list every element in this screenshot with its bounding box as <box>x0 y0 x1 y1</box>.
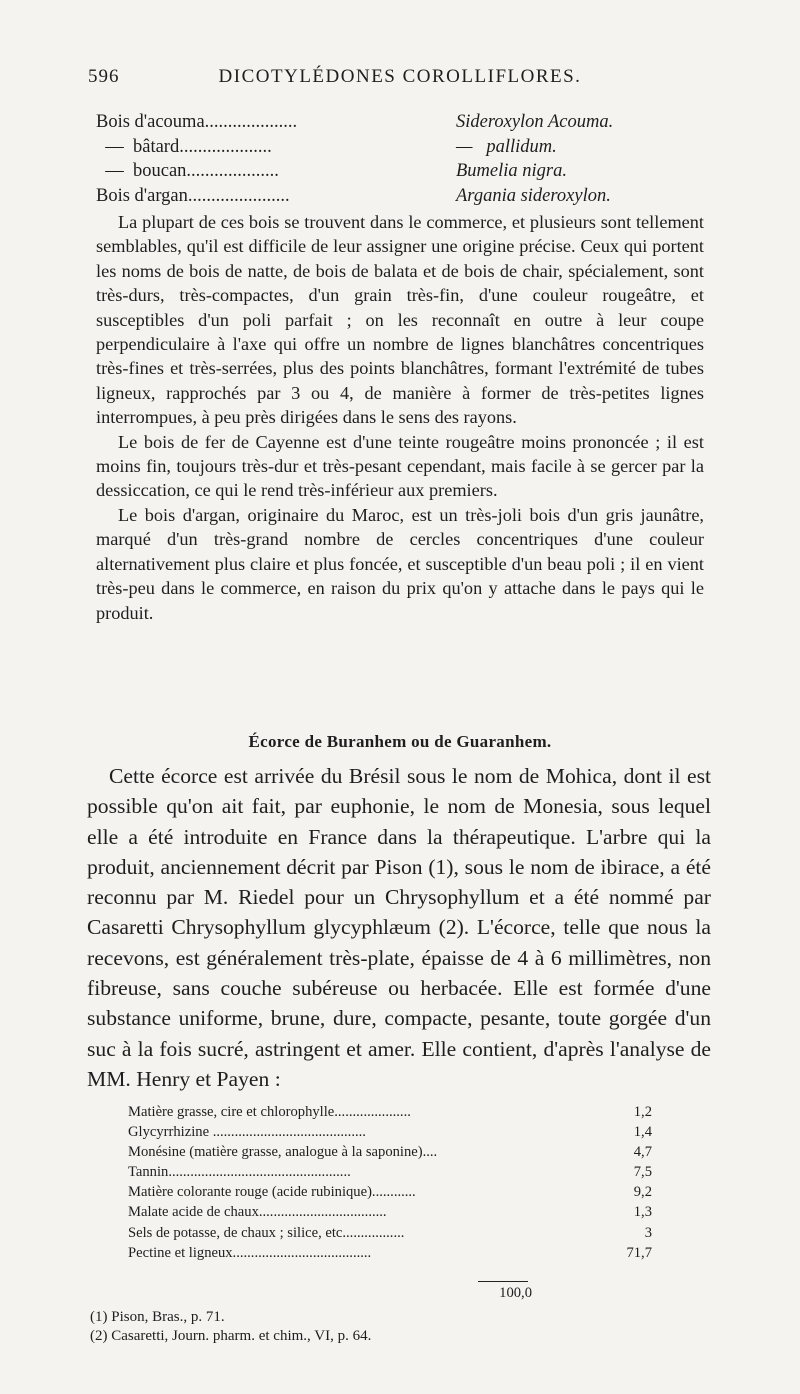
analysis-component: Monésine (matière grasse, analogue à la saponine).... <box>128 1144 438 1161</box>
analysis-component: Malate acide de chaux................................... <box>128 1204 387 1221</box>
synonym-common-name: — boucan.................... <box>96 161 279 181</box>
analysis-row <box>128 1184 668 1204</box>
footnote: (2) Casaretti, Journ. pharm. et chim., VI, p. 64. <box>90 1328 372 1344</box>
paragraph: Le bois de fer de Cayenne est d'une teinte rougeâtre moins prononcée ; il est moins fin, toujours très-dur et très-pesant cependant, mais facile à se gercer par la dessiccation, ce qui le rend très-inférieur aux premiers. <box>96 431 704 501</box>
paragraph: Cette écorce est arrivée du Brésil sous le nom de Mohica, dont il est possible qu'on ait fait, par euphonie, le nom de Monesia, sous lequel elle a été introduite en France dans la thérapeutique. L'arbre qui la produit, anciennement décrit par Pison (1), sous le nom de ibirace, a été reconnu par M. Riedel pour un Chrysophyllum et a été nommé par Casaretti Chrysophyllum glycyphlæum (2). L'écorce, telle que nous la recevons, est généralement très-plate, épaisse de 4 à 6 millimètres, non fibreuse, sans couche subéreuse ou herbacée. Elle est formée d'une substance uniforme, brune, dure, compacte, pesante, toute gorgée d'un suc à la fois sucré, astringent et amer. Elle contient, d'après l'analyse de MM. Henry et Payen : <box>87 764 711 1091</box>
analysis-value: 1,3 <box>633 1204 652 1221</box>
footnotes <box>90 1308 690 1346</box>
analysis-total: 100,0 <box>499 1285 532 1301</box>
analysis-value: 9,2 <box>633 1184 652 1201</box>
synonym-row <box>96 186 716 211</box>
analysis-row <box>128 1104 668 1124</box>
analysis-row <box>128 1164 668 1184</box>
running-title: DICOTYLÉDONES COROLLIFLORES. <box>218 66 582 87</box>
analysis-value: 71,7 <box>626 1244 652 1261</box>
analysis-row <box>128 1144 668 1164</box>
footnote: (1) Pison, Bras., p. 71. <box>90 1309 225 1325</box>
synonym-latin-name: Bumelia nigra. <box>456 161 567 181</box>
paragraph: Le bois d'argan, originaire du Maroc, est un très-joli bois d'un gris jaunâtre, marqué d'un très-grand nombre de cercles concentriques d'une couleur alternativement plus claire et plus foncée, et susceptible d'un beau poli ; il en vient très-peu dans le commerce, en raison du prix qu'on y attache dans le pays qui le produit. <box>96 504 704 623</box>
analysis-value: 4,7 <box>633 1144 652 1161</box>
woods-description <box>96 210 704 625</box>
synonym-latin-name: — pallidum. <box>456 136 557 157</box>
analysis-value: 1,2 <box>633 1104 652 1120</box>
synonym-row <box>96 137 716 162</box>
analysis-component: Matière colorante rouge (acide rubinique)............ <box>128 1184 416 1201</box>
synonym-latin-name: Argania sideroxylon. <box>456 185 611 206</box>
synonym-row <box>96 161 716 186</box>
analysis-table <box>128 1104 668 1265</box>
analysis-row <box>128 1124 668 1144</box>
running-head <box>0 66 800 96</box>
analysis-value: 7,5 <box>633 1164 652 1181</box>
analysis-component: Pectine et ligneux...................................... <box>128 1244 372 1261</box>
synonym-common-name: Bois d'argan...................... <box>96 185 290 206</box>
analysis-value: 3 <box>644 1224 652 1241</box>
synonym-list <box>96 112 716 210</box>
paragraph: La plupart de ces bois se trouvent dans le commerce, et plusieurs sont tellement semblables, qu'il est difficile de leur assigner une origine précise. Ceux qui portent les noms de bois de natte, de bois de balata et de bois de chair, spécialement, sont très-durs, très-compactes, d'un grain très-fin, d'une couleur rougeâtre, et susceptibles d'un poli parfait ; on les reconnaît en outre à leur coupe perpendiculaire à l'axe qui offre un nombre de lignes blanchâtres concentriques très-fines et très-serrées, plus des points blanchâtres, formant l'extrémité de tubes ligneux, rapprochés par 3 ou 4, de manière à former de très-petites lignes interrompues, à peu près dirigées dans le sens des rayons. <box>96 212 704 428</box>
total-rule <box>478 1281 528 1282</box>
analysis-component: Sels de potasse, de chaux ; silice, etc................. <box>128 1224 405 1241</box>
analysis-component: Matière grasse, cire et chlorophylle..................... <box>128 1104 411 1120</box>
synonym-row <box>96 112 716 137</box>
synonym-common-name: Bois d'acouma.................... <box>96 112 298 132</box>
analysis-component: Glycyrrhizine .......................................... <box>128 1124 366 1141</box>
section-heading: Écorce de Buranhem ou de Guaranhem. <box>248 732 552 751</box>
synonym-latin-name: Sideroxylon Acouma. <box>456 112 614 132</box>
analysis-value: 1,4 <box>633 1124 652 1141</box>
analysis-row <box>128 1245 668 1265</box>
synonym-common-name: — bâtard.................... <box>96 136 272 157</box>
bark-description <box>87 761 711 1094</box>
analysis-row <box>128 1204 668 1224</box>
page-number: 596 <box>88 66 120 87</box>
analysis-row <box>128 1225 668 1245</box>
analysis-component: Tannin.................................................. <box>128 1164 351 1181</box>
